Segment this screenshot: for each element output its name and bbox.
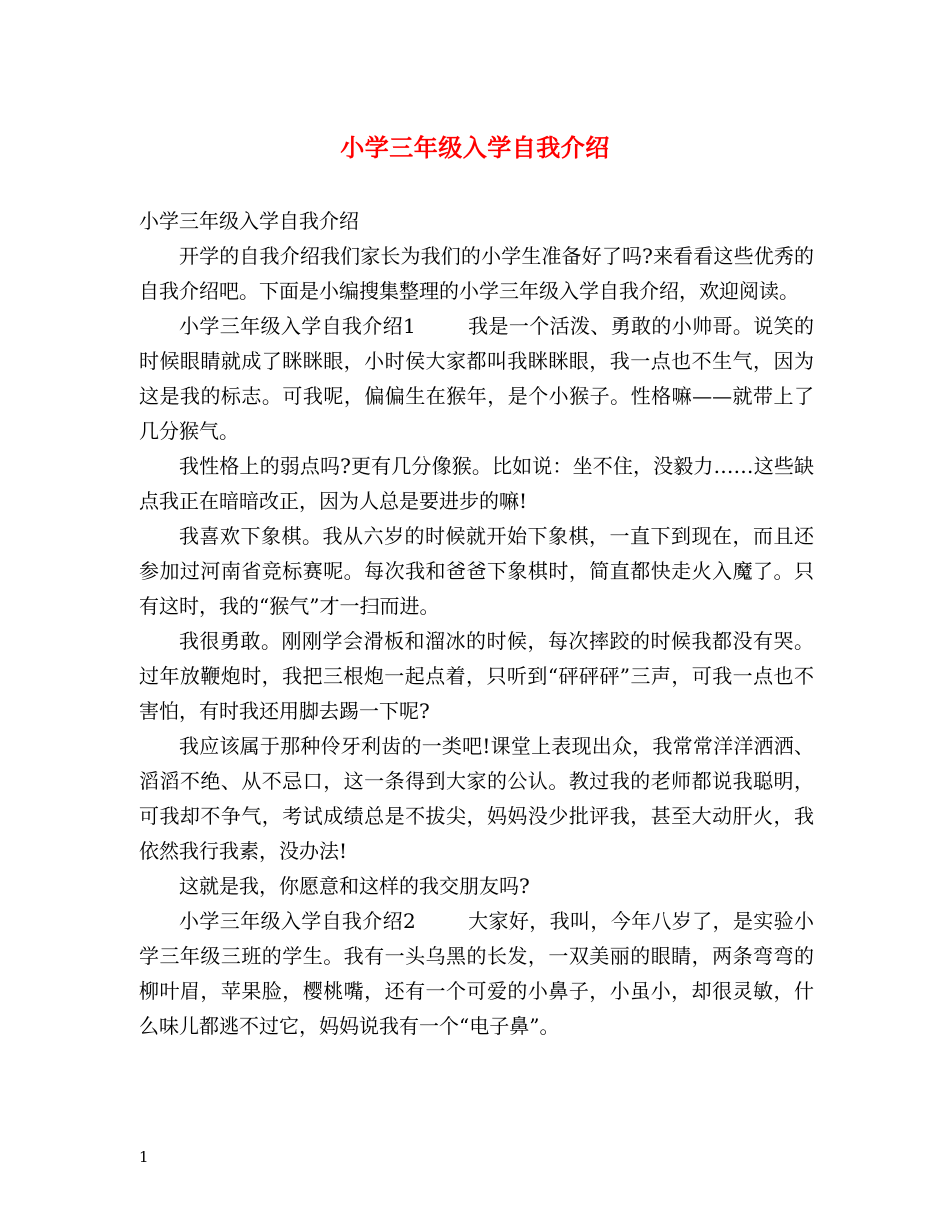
paragraph-text: 我性格上的弱点吗?更有几分像猴。比如说：坐不住，没毅力……这些缺点我正在暗暗改正，因为人总是要进步的嘛! bbox=[139, 454, 814, 513]
paragraph-intro bbox=[139, 239, 814, 309]
paragraph-text: 这就是我，你愿意和这样的我交朋友吗? bbox=[179, 874, 530, 898]
paragraph-text: 我很勇敢。刚刚学会滑板和溜冰的时候，每次摔跤的时候我都没有哭。过年放鞭炮时，我把三根炮一起点着，只听到“砰砰砰”三声，可我一点也不害怕，有时我还用脚去踢一下呢? bbox=[139, 629, 814, 723]
paragraph-text: 我是一个活泼、勇敢的小帅哥。说笑的时候眼睛就成了眯眯眼，小时侯大家都叫我眯眯眼，我一点也不生气，因为这是我的标志。可我呢，偏偏生在猴年，是个小猴子。性格嘛——就带上了几分猴气。 bbox=[139, 314, 814, 443]
paragraph-friends bbox=[139, 869, 814, 904]
paragraph-text: 我应该属于那种伶牙利齿的一类吧!课堂上表现出众，我常常洋洋洒洒、滔滔不绝、从不忌口，这一条得到大家的公认。教过我的老师都说我聪明，可我却不争气，考试成绩总是不拔尖，妈妈没少批评我，甚至大动肝火，我依然我行我素，没办法! bbox=[139, 734, 814, 863]
paragraph-intro-2 bbox=[139, 904, 814, 1044]
section-title: 小学三年级入学自我介绍 bbox=[139, 209, 359, 233]
paragraph-heading: 小学三年级入学自我介绍2 bbox=[179, 909, 416, 933]
paragraph-brave bbox=[139, 624, 814, 729]
paragraph-intro-1 bbox=[139, 309, 814, 449]
paragraph-text: 我喜欢下象棋。我从六岁的时候就开始下象棋，一直下到现在，而且还参加过河南省竞标赛呢。每次我和爸爸下象棋时，简直都快走火入魔了。只有这时，我的“猴气”才一扫而进。 bbox=[139, 524, 814, 618]
document-title: 小学三年级入学自我介绍 bbox=[340, 133, 610, 162]
page-number: 1 bbox=[139, 1148, 149, 1166]
paragraph-eloquent bbox=[139, 729, 814, 869]
paragraph-text: 开学的自我介绍我们家长为我们的小学生准备好了吗?来看看这些优秀的自我介绍吧。下面是小编搜集整理的小学三年级入学自我介绍，欢迎阅读。 bbox=[139, 244, 814, 303]
paragraph-text: 大家好，我叫，今年八岁了，是实验小学三年级三班的学生。我有一头乌黑的长发，一双美丽的眼睛，两条弯弯的柳叶眉，苹果脸，樱桃嘴，还有一个可爱的小鼻子，小虽小，却很灵敏，什么味儿都逃不过它，妈妈说我有一个“电子鼻”。 bbox=[139, 909, 814, 1038]
paragraph-heading: 小学三年级入学自我介绍1 bbox=[179, 314, 416, 338]
paragraph-weakness bbox=[139, 449, 814, 519]
document-body bbox=[139, 204, 814, 1044]
paragraph-chess bbox=[139, 519, 814, 624]
